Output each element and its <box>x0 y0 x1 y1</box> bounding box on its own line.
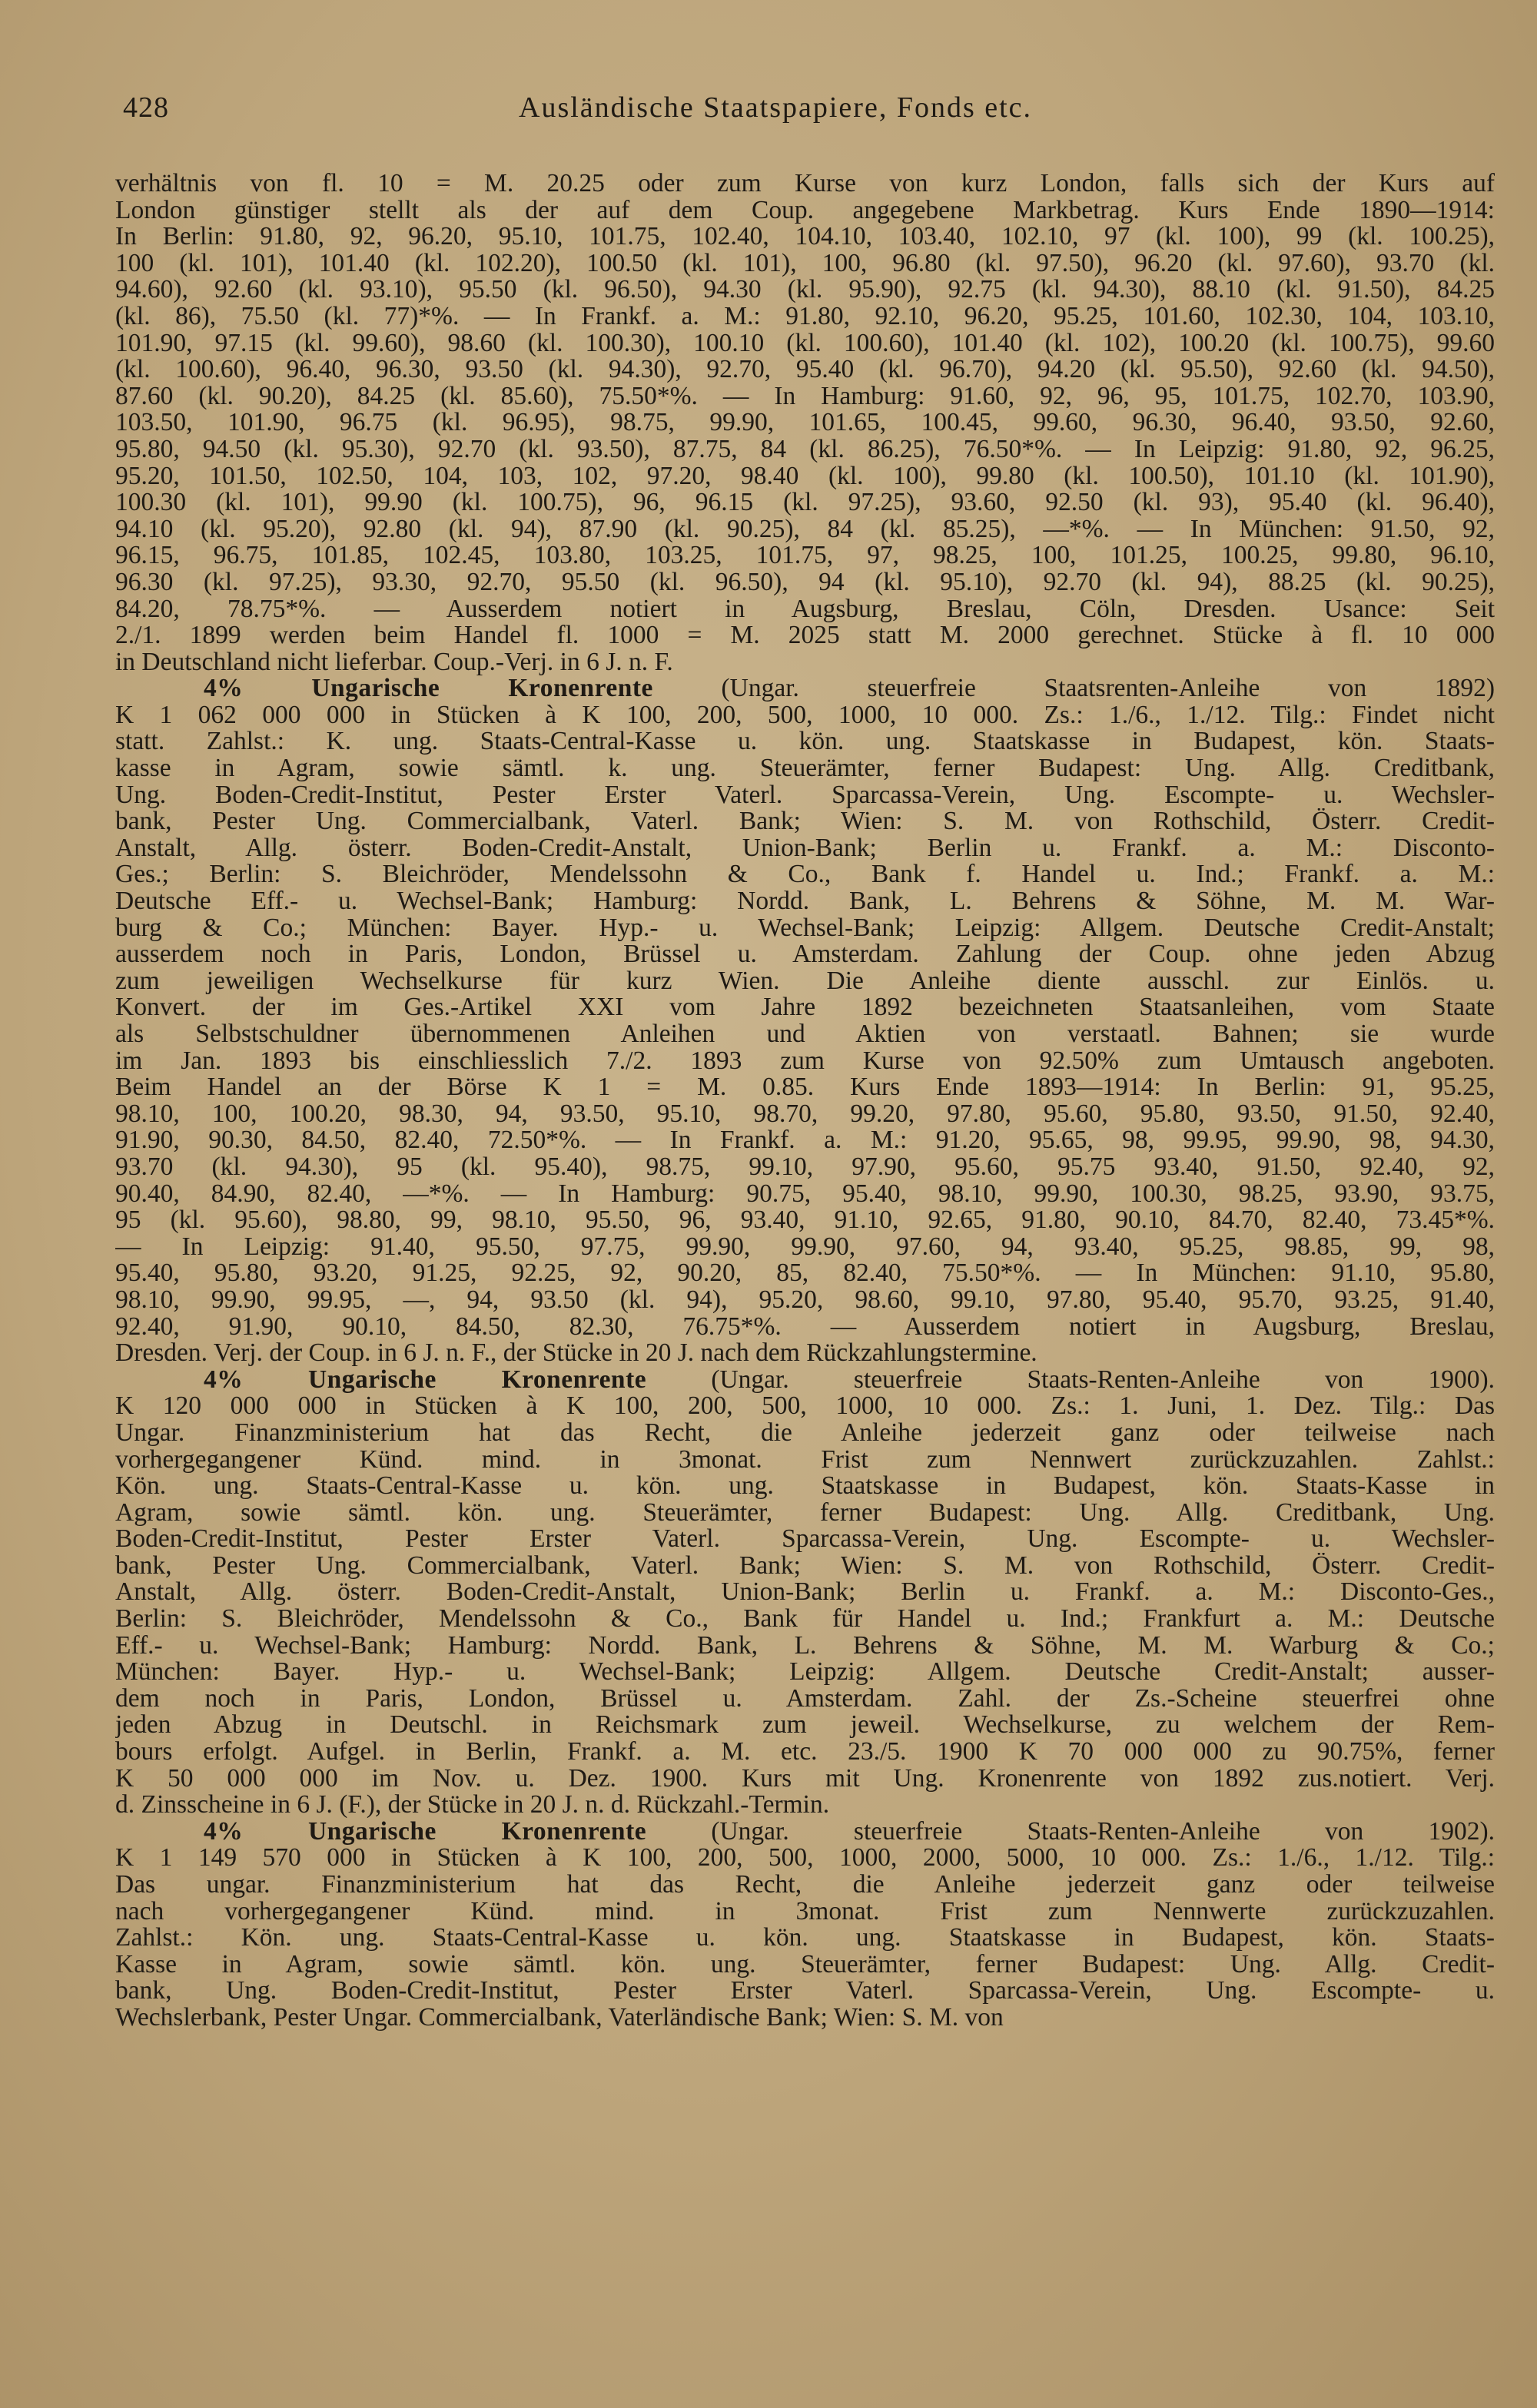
entry-title: 4% Ungarische Kronenrente <box>204 1366 647 1394</box>
entry-subtitle: (Ungar. steuerfreie Staats-Renten-Anleihe von 1900). <box>646 1366 1495 1394</box>
text-line: K 1 149 570 000 in Stücken à K 100, 200, 500, 1000, 2000, 5000, 10 000. Zs.: 1./6., 1./12. Tilg.: <box>115 1845 1495 1872</box>
text-line: Das ungar. Finanzministerium hat das Recht, die Anleihe jederzeit ganz oder teilweise <box>115 1872 1495 1899</box>
text-line: 91.90, 90.30, 84.50, 82.40, 72.50*%. — In Frankf. a. M.: 91.20, 95.65, 98, 99.95, 99.90, 98, 94.30, <box>115 1127 1495 1154</box>
text-line: dem noch in Paris, London, Brüssel u. Amsterdam. Zahl. der Zs.-Scheine steuerfrei ohne <box>115 1685 1495 1713</box>
text-line: In Berlin: 91.80, 92, 96.20, 95.10, 101.75, 102.40, 104.10, 103.40, 102.10, 97 (kl. 100), 99 (kl. 100.25), <box>115 224 1495 250</box>
text-line: im Jan. 1893 bis einschliesslich 7./2. 1893 zum Kurse von 92.50% zum Umtausch angeboten. <box>115 1047 1495 1075</box>
text-line: Wechslerbank, Pester Ungar. Commercialbank, Vaterländische Bank; Wien: S. M. von <box>115 2004 1004 2032</box>
text-line: Beim Handel an der Börse K 1 = M. 0.85. Kurs Ende 1893—1914: In Berlin: 91, 95.25, <box>115 1074 1495 1101</box>
entry-title: 4% Ungarische Kronenrente <box>204 1818 647 1846</box>
text-line <box>115 675 1495 702</box>
running-title: Ausländische Staatspapiere, Fonds etc. <box>519 91 1033 124</box>
text-line: Konvert. der im Ges.-Artikel XXI vom Jahre 1892 bezeichneten Staatsanleihen, vom Staate <box>115 994 1495 1021</box>
text-line: verhältnis von fl. 10 = M. 20.25 oder zum Kurse von kurz London, falls sich der Kurs auf <box>115 171 1495 197</box>
text-line: zum jeweiligen Wechselkurse für kurz Wien. Die Anleihe diente ausschl. zur Einlös. u. <box>115 967 1495 995</box>
text-line: 96.30 (kl. 97.25), 93.30, 92.70, 95.50 (kl. 96.50), 94 (kl. 95.10), 92.70 (kl. 94), 88.25 (kl. 90.25), <box>115 569 1495 596</box>
text-line: Zahlst.: Kön. ung. Staats-Central-Kasse u. kön. ung. Staatskasse in Budapest, kön. Staats- <box>115 1925 1495 1952</box>
text-line: bank, Ung. Boden-Credit-Institut, Pester Erster Vaterl. Sparcassa-Verein, Ung. Escompte- u. <box>115 1978 1495 2005</box>
text-line: (kl. 100.60), 96.40, 96.30, 93.50 (kl. 94.30), 92.70, 95.40 (kl. 96.70), 94.20 (kl. 95.50), 92.60 (kl. 94.50), <box>115 357 1495 383</box>
text-line: K 1 062 000 000 in Stücken à K 100, 200, 500, 1000, 10 000. Zs.: 1./6., 1./12. Tilg.: Findet nicht <box>115 702 1495 729</box>
text-line: ausserdem noch in Paris, London, Brüssel u. Amsterdam. Zahlung der Coup. ohne jeden Abzug <box>115 941 1495 968</box>
entry-title: 4% Ungarische Kronenrente <box>204 675 653 702</box>
text-line: burg & Co.; München: Bayer. Hyp.- u. Wechsel-Bank; Leipzig: Allgem. Deutsche Credit-Anstalt; <box>115 914 1495 942</box>
entry-subtitle: (Ungar. steuerfreie Staatsrenten-Anleihe von 1892) <box>652 675 1495 702</box>
text-line: Ung. Boden-Credit-Institut, Pester Erster Vaterl. Sparcassa-Verein, Ung. Escompte- u. Wechsler- <box>115 781 1495 809</box>
text-line: 103.50, 101.90, 96.75 (kl. 96.95), 98.75, 99.90, 101.65, 100.45, 99.60, 96.30, 96.40, 93.50, 92.60, <box>115 410 1495 436</box>
text-line: 95.80, 94.50 (kl. 95.30), 92.70 (kl. 93.50), 87.75, 84 (kl. 86.25), 76.50*%. — In Leipzig: 91.80, 92, 96.25, <box>115 436 1495 463</box>
text-line: K 50 000 000 im Nov. u. Dez. 1900. Kurs mit Ung. Kronenrente von 1892 zus.notiert. Verj. <box>115 1765 1495 1793</box>
text-line: 94.60), 92.60 (kl. 93.10), 95.50 (kl. 96.50), 94.30 (kl. 95.90), 92.75 (kl. 94.30), 88.10 (kl. 91.50), 84.25 <box>115 277 1495 303</box>
text-line: (kl. 86), 75.50 (kl. 77)*%. — In Frankf. a. M.: 91.80, 92.10, 96.20, 95.25, 101.60, 102.30, 104, 103.10, <box>115 303 1495 330</box>
text-line: München: Bayer. Hyp.- u. Wechsel-Bank; Leipzig: Allgem. Deutsche Credit-Anstalt; ausser- <box>115 1659 1495 1686</box>
text-line: d. Zinsscheine in 6 J. (F.), der Stücke in 20 J. n. d. Rückzahl.-Termin. <box>115 1792 830 1819</box>
text-line <box>115 1819 1495 1846</box>
text-line: 100.30 (kl. 101), 99.90 (kl. 100.75), 96, 96.15 (kl. 97.25), 93.60, 92.50 (kl. 93), 95.40 (kl. 96.40), <box>115 489 1495 516</box>
text-line: statt. Zahlst.: K. ung. Staats-Central-Kasse u. kön. ung. Staatskasse in Budapest, kön. Staats- <box>115 728 1495 756</box>
text-line: Anstalt, Allg. österr. Boden-Credit-Anstalt, Union-Bank; Berlin u. Frankf. a. M.: Disconto- <box>115 834 1495 862</box>
text-line: 92.40, 91.90, 90.10, 84.50, 82.30, 76.75*%. — Ausserdem notiert in Augsburg, Breslau, <box>115 1313 1495 1341</box>
page-header <box>123 91 1491 137</box>
text-line: K 120 000 000 in Stücken à K 100, 200, 500, 1000, 10 000. Zs.: 1. Juni, 1. Dez. Tilg.: Das <box>115 1393 1495 1420</box>
text-line: kasse in Agram, sowie sämtl. k. ung. Steuerämter, ferner Budapest: Ung. Allg. Creditbank, <box>115 755 1495 782</box>
text-line: 90.40, 84.90, 82.40, —*%. — In Hamburg: 90.75, 95.40, 98.10, 99.90, 100.30, 98.25, 93.90, 93.75, <box>115 1180 1495 1208</box>
text-line: Kön. ung. Staats-Central-Kasse u. kön. ung. Staatskasse in Budapest, kön. Staats-Kasse in <box>115 1473 1495 1500</box>
text-line: 95 (kl. 95.60), 98.80, 99, 98.10, 95.50, 96, 93.40, 91.10, 92.65, 91.80, 90.10, 84.70, 82.40, 73.45*%. <box>115 1207 1495 1234</box>
text-line: London günstiger stellt als der auf dem Coup. angegebene Markbetrag. Kurs Ende 1890—1914: <box>115 197 1495 224</box>
text-line: 84.20, 78.75*%. — Ausserdem notiert in Augsburg, Breslau, Cöln, Dresden. Usance: Seit <box>115 595 1495 623</box>
text-line: 98.10, 100, 100.20, 98.30, 94, 93.50, 95.10, 98.70, 99.20, 97.80, 95.60, 95.80, 93.50, 91.50, 92.40, <box>115 1100 1495 1128</box>
text-line: 94.10 (kl. 95.20), 92.80 (kl. 94), 87.90 (kl. 90.25), 84 (kl. 85.25), —*%. — In München: 91.50, 92, <box>115 516 1495 543</box>
text-line: Deutsche Eff.- u. Wechsel-Bank; Hamburg: Nordd. Bank, L. Behrens & Söhne, M. M. War- <box>115 888 1495 915</box>
text-line <box>115 1367 1495 1394</box>
text-line: 87.60 (kl. 90.20), 84.25 (kl. 85.60), 75.50*%. — In Hamburg: 91.60, 92, 96, 95, 101.75, 102.70, 103.90, <box>115 383 1495 410</box>
text-line: Eff.- u. Wechsel-Bank; Hamburg: Nordd. Bank, L. Behrens & Söhne, M. M. Warburg & Co.; <box>115 1632 1495 1660</box>
entry-subtitle: (Ungar. steuerfreie Staats-Renten-Anleihe von 1902). <box>646 1818 1495 1846</box>
text-line: 100 (kl. 101), 101.40 (kl. 102.20), 100.50 (kl. 101), 100, 96.80 (kl. 97.50), 96.20 (kl. 97.60), 93.70 (kl. <box>115 250 1495 277</box>
text-line: Ungar. Finanzministerium hat das Recht, die Anleihe jederzeit ganz oder teilweise nach <box>115 1419 1495 1447</box>
text-line: Kasse in Agram, sowie sämtl. kön. ung. Steuerämter, ferner Budapest: Ung. Allg. Credit- <box>115 1951 1495 1978</box>
text-line: bours erfolgt. Aufgel. in Berlin, Frankf. a. M. etc. 23./5. 1900 K 70 000 000 zu 90.75%, ferner <box>115 1739 1495 1766</box>
text-line: Berlin: S. Bleichröder, Mendelssohn & Co., Bank für Handel u. Ind.; Frankfurt a. M.: Deutsche <box>115 1606 1495 1633</box>
text-line: Ges.; Berlin: S. Bleichröder, Mendelssohn & Co., Bank f. Handel u. Ind.; Frankf. a. M.: <box>115 861 1495 889</box>
text-line: Boden-Credit-Institut, Pester Erster Vaterl. Sparcassa-Verein, Ung. Escompte- u. Wechsler- <box>115 1526 1495 1553</box>
text-line: 101.90, 97.15 (kl. 99.60), 98.60 (kl. 100.30), 100.10 (kl. 100.60), 101.40 (kl. 102), 100.20 (kl. 100.75), 99.60 <box>115 330 1495 357</box>
text-line: 2./1. 1899 werden beim Handel fl. 1000 = M. 2025 statt M. 2000 gerechnet. Stücke à fl. 10 000 <box>115 622 1495 649</box>
text-line: bank, Pester Ung. Commercialbank, Vaterl. Bank; Wien: S. M. von Rothschild, Österr. Credit- <box>115 808 1495 835</box>
text-line: Dresden. Verj. der Coup. in 6 J. n. F., der Stücke in 20 J. nach dem Rückzahlungstermine. <box>115 1340 1037 1367</box>
text-line: als Selbstschuldner übernommenen Anleihen und Aktien von verstaatl. Bahnen; sie wurde <box>115 1021 1495 1048</box>
text-line: jeden Abzug in Deutschl. in Reichsmark zum jeweil. Wechselkurse, zu welchem der Rem- <box>115 1712 1495 1740</box>
text-line: 95.40, 95.80, 93.20, 91.25, 92.25, 92, 90.20, 85, 82.40, 75.50*%. — In München: 91.10, 95.80, <box>115 1260 1495 1287</box>
text-line: 96.15, 96.75, 101.85, 102.45, 103.80, 103.25, 101.75, 97, 98.25, 100, 101.25, 100.25, 99.80, 96.10, <box>115 542 1495 569</box>
text-line: 93.70 (kl. 94.30), 95 (kl. 95.40), 98.75, 99.10, 97.90, 95.60, 95.75 93.40, 91.50, 92.40, 92, <box>115 1153 1495 1181</box>
text-line: in Deutschland nicht lieferbar. Coup.-Verj. in 6 J. n. F. <box>115 648 673 676</box>
text-line: Anstalt, Allg. österr. Boden-Credit-Anstalt, Union-Bank; Berlin u. Frankf. a. M.: Disconto-Ges., <box>115 1579 1495 1607</box>
text-line: Agram, sowie sämtl. kön. ung. Steuerämter, ferner Budapest: Ung. Allg. Creditbank, Ung. <box>115 1499 1495 1527</box>
page-number: 428 <box>123 91 169 124</box>
body-text <box>115 171 1495 2032</box>
text-line: — In Leipzig: 91.40, 95.50, 97.75, 99.90, 99.90, 97.60, 94, 93.40, 95.25, 98.85, 99, 98, <box>115 1233 1495 1261</box>
text-line: bank, Pester Ung. Commercialbank, Vaterl. Bank; Wien: S. M. von Rothschild, Österr. Credit- <box>115 1552 1495 1580</box>
text-line: vorhergegangener Künd. mind. in 3monat. Frist zum Nennwert zurückzuzahlen. Zahlst.: <box>115 1446 1495 1474</box>
text-line: nach vorhergegangener Künd. mind. in 3monat. Frist zum Nennwerte zurückzuzahlen. <box>115 1898 1495 1925</box>
text-line: 98.10, 99.90, 99.95, —, 94, 93.50 (kl. 94), 95.20, 98.60, 99.10, 97.80, 95.40, 95.70, 93.25, 91.40, <box>115 1286 1495 1314</box>
text-line: 95.20, 101.50, 102.50, 104, 103, 102, 97.20, 98.40 (kl. 100), 99.80 (kl. 100.50), 101.10 (kl. 101.90), <box>115 463 1495 490</box>
